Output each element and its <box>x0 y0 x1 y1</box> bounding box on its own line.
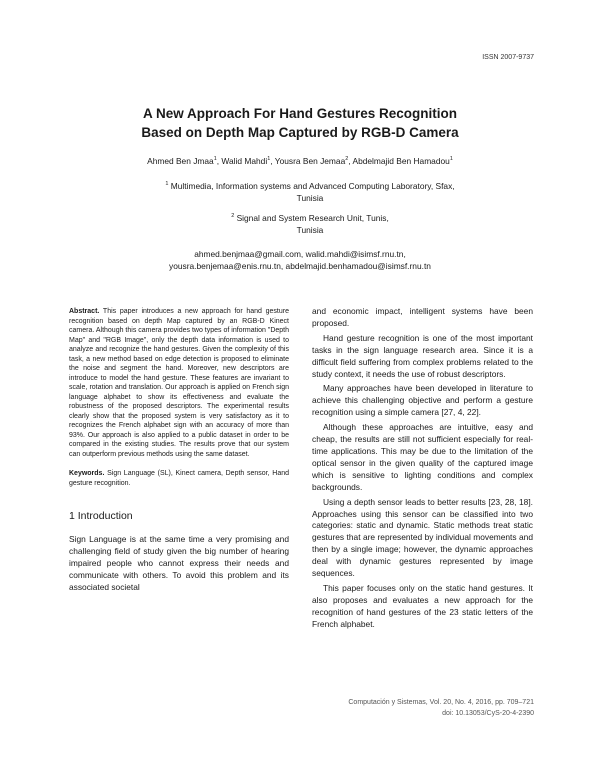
affiliation-line: Signal and System Research Unit, Tunis, <box>236 212 389 223</box>
author-affiliation-mark: 2 <box>345 156 349 163</box>
affiliation-line: Multimedia, Information systems and Advanced Computing Laboratory, Sfax, <box>170 180 455 191</box>
left-column <box>69 307 289 594</box>
journal-citation: Computación y Sistemas, Vol. 20, No. 4, 2016, pp. 709–721 <box>348 699 534 706</box>
keywords <box>69 469 289 488</box>
affiliation-line: Tunisia <box>296 192 324 203</box>
author-affiliation-mark: 1 <box>213 156 217 163</box>
doi-label: doi: 10.13053/CyS-20-4-2390 <box>442 710 534 717</box>
keywords-text: Sign Language (SL), Kinect camera, Depth sensor, Hand gesture recognition. <box>69 470 289 487</box>
author-name: Ahmed Ben Jmaa <box>147 156 214 166</box>
email-line-2: yousra.benjemaa@enis.rnu.tn, abdelmajid.benhamadou@isimsf.rnu.tn <box>169 261 431 271</box>
body-paragraph: Many approaches have been developed in literature to achieve this challenging objective and perform a gesture recognition using a simple camera [27, 4, 22]. <box>312 383 533 418</box>
body-paragraph: This paper focuses only on the static hand gestures. It also proposes and evaluates a new approach for the recognition of hand gestures of the 23 static letters of the French alphabet. <box>312 582 533 629</box>
affiliation-line: Tunisia <box>296 224 324 235</box>
author-affiliation-mark: 1 <box>267 156 271 163</box>
title-line-1: A New Approach For Hand Gestures Recognition <box>142 106 458 121</box>
abstract <box>69 307 289 459</box>
section-heading-introduction: 1 Introduction <box>69 510 133 522</box>
abstract-text: This paper introduces a new approach for hand gesture recognition based on depth Map captured by an RGB-D Kinect camera. Although this camera provides two types of information "Depth Map" and "RGB Image", only the depth data information is used to analyze and recognize the hand gestures. Given the complexity of this task, a new method based on edge detection is proposed to eliminate the noise and segment the hand. Moreover, new descriptors are introduce to model the hand gesture. These features are invariant to scale, rotation and translation. Our approach is applied on French sign language alphabet to show its effectiveness and evaluate the robustness of the proposed descriptors. The experimental results clearly show that the proposed system is very satisfactory as it to recognizes the French alphabet sign with an accuracy of more than 93%. Our approach is also applied to a public dataset in order to be compared in the existing studies. The results prove that our system can outperform previous methods using the same dataset. <box>69 308 289 458</box>
abstract-label: Abstract. <box>69 308 100 315</box>
affiliation-number: 2 <box>231 213 235 219</box>
affiliation-2 <box>160 210 460 236</box>
author-name: Abdelmajid Ben Hamadou <box>352 156 450 166</box>
right-column <box>312 306 533 631</box>
affiliation-number: 1 <box>165 181 169 187</box>
affiliation-1 <box>160 178 460 204</box>
email-line-1: ahmed.benjmaa@gmail.com, walid.mahdi@isimsf.rnu.tn, <box>194 249 406 259</box>
author-name: Walid Mahdi <box>221 156 268 166</box>
paper-title <box>0 104 600 142</box>
body-paragraph: Hand gesture recognition is one of the most important tasks in the sign language research area. Since it is a difficult field suffering from complex problems related to the study context, it needs the use of robust descriptors. <box>312 332 533 379</box>
issn-label: ISSN 2007-9737 <box>482 54 534 61</box>
author-list: Ahmed Ben Jmaa$^1$, Walid Mahdi$^1$, Yousra Ben Jemaa$^2$, Abdelmajid Ben Hamadou$^1$ <box>147 156 453 166</box>
author-emails <box>0 248 600 272</box>
author-name: Yousra Ben Jemaa <box>274 156 346 166</box>
body-paragraph: and economic impact, intelligent systems have been proposed. <box>312 306 533 328</box>
title-line-2: Based on Depth Map Captured by RGB-D Camera <box>141 125 459 140</box>
body-paragraph: Sign Language is at the same time a very promising and challenging field of study given the big number of hearing impaired people who cannot express their needs and communicate with others. To avoid this problem and its associated societal <box>69 534 289 592</box>
body-paragraph: Although these approaches are intuitive, easy and cheap, the results are still not sufficient especially for real-time applications. This may be due to the limitation of the optical sensor in the given quality of the captured image which is sensitive to lighting conditions and complex backgrounds. <box>312 422 533 492</box>
author-affiliation-mark: 1 <box>449 156 453 163</box>
body-paragraph: Using a depth sensor leads to better results [23, 28, 18]. Approaches using this sensor can be classified into two categories: static and dynamic. Static methods treat static gestures that are represented by individual movements and then by a single image; however, the dynamic approaches deal with dynamic gestures represented by image sequences. <box>312 496 533 579</box>
keywords-label: Keywords. <box>69 470 105 477</box>
page-footer <box>348 697 534 719</box>
